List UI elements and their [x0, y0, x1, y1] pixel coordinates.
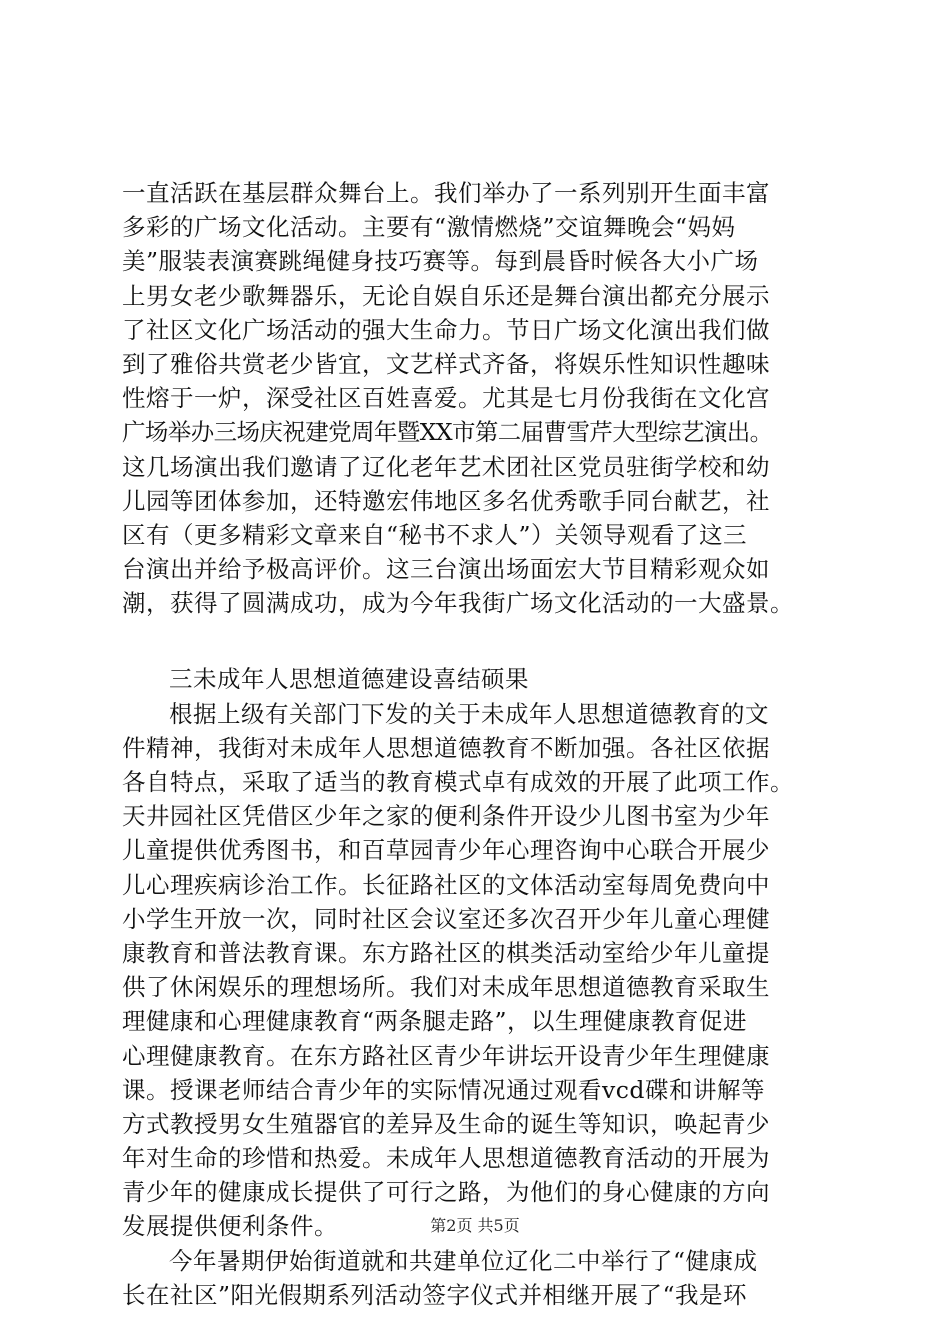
text-line: 区有（更多精彩文章来自“秘书不求人”）关领导观看了这三: [122, 520, 748, 549]
text-line: 儿心理疾病诊治工作。长征路社区的文体活动室每周免费向中: [122, 870, 770, 899]
text-line: 发展提供便利条件。: [122, 1212, 338, 1241]
text-line: 康教育和普法教育课。东方路社区的棋类活动室给少年儿童提: [122, 938, 770, 967]
page-footer: [0, 1213, 950, 1236]
paragraph-3: [122, 1244, 842, 1312]
document-body: [122, 176, 842, 1312]
text-line: 儿园等团体参加，还特邀宏伟地区多名优秀歌手同台献艺，社: [122, 486, 770, 515]
text-line: 了社区文化广场活动的强大生命力。节日广场文化演出我们做: [122, 315, 770, 344]
text-line: 潮，获得了圆满成功，成为今年我街广场文化活动的一大盛景。: [122, 589, 794, 618]
text-line: 方式教授男女生殖器官的差异及生命的诞生等知识，唤起青少: [122, 1109, 770, 1138]
text-line: 今年暑期伊始街道就和共建单位辽化二中举行了“健康成: [169, 1246, 758, 1275]
text-line: 这几场演出我们邀请了辽化老年艺术团社区党员驻街学校和幼: [122, 452, 770, 481]
page-number-label: 第2页 共5页: [430, 1216, 520, 1235]
text-line: 件精神，我街对未成年人思想道德教育不断加强。各社区依据: [122, 733, 770, 762]
text-line: 心理健康教育。在东方路社区青少年讲坛开设青少年生理健康: [122, 1041, 770, 1070]
text-line: 一直活跃在基层群众舞台上。我们举办了一系列别开生面丰富: [122, 179, 770, 207]
section-heading: 三未成年人思想道德建设喜结硕果: [169, 665, 529, 694]
text-line: 理健康和心理健康教育“两条腿走路”，以生理健康教育促进: [122, 1007, 748, 1036]
text-line: 性熔于一炉，深受社区百姓喜爱。尤其是七月份我街在文化宫: [122, 384, 770, 413]
text-line: 多彩的广场文化活动。主要有“激情燃烧”交谊舞晚会“妈妈: [122, 213, 736, 242]
text-line: 儿童提供优秀图书，和百草园青少年心理咨询中心联合开展少: [122, 836, 770, 865]
text-line: 年对生命的珍惜和热爱。未成年人思想道德教育活动的开展为: [122, 1144, 770, 1173]
paragraph-1: [122, 176, 842, 620]
text-line: 台演出并给予极高评价。这三台演出场面宏大节目精彩观众如: [122, 555, 770, 584]
text-line: 各自特点，采取了适当的教育模式卓有成效的开展了此项工作。: [122, 768, 794, 796]
text-line: 小学生开放一次，同时社区会议室还多次召开少年儿童心理健: [122, 904, 770, 933]
paragraph-gap: [122, 620, 842, 662]
paragraph-2: [122, 697, 842, 1244]
text-line: 到了雅俗共赏老少皆宜，文艺样式齐备，将娱乐性知识性趣味: [122, 349, 770, 378]
text-line: 上男女老少歌舞器乐，无论自娱自乐还是舞台演出都充分展示: [122, 281, 770, 310]
text-line: 美”服装表演赛跳绳健身技巧赛等。每到晨昏时候各大小广场: [122, 247, 759, 276]
text-line: 广场举办三场庆祝建党周年暨XX市第二届曹雪芹大型综艺演出。: [122, 418, 773, 447]
text-line: 长在社区”阳光假期系列活动签字仪式并相继开展了“我是环: [122, 1280, 748, 1309]
text-line: 青少年的健康成长提供了可行之路，为他们的身心健康的方向: [122, 1178, 770, 1207]
text-line: 供了休闲娱乐的理想场所。我们对未成年思想道德教育采取生: [122, 973, 770, 1002]
text-line: 课。授课老师结合青少年的实际情况通过观看vcd碟和讲解等: [122, 1075, 765, 1104]
text-line: 天井园社区凭借区少年之家的便利条件开设少儿图书室为少年: [122, 802, 770, 831]
text-line: 根据上级有关部门下发的关于未成年人思想道德教育的文: [169, 699, 769, 728]
